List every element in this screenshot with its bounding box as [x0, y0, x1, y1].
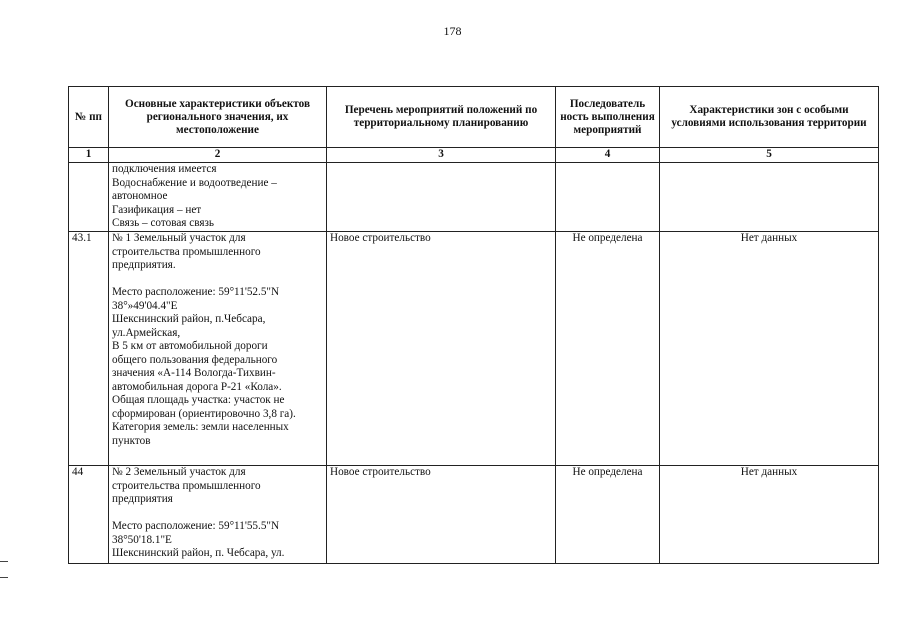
row-sequence: Не определена	[556, 466, 660, 564]
row-sequence: Не определена	[556, 232, 660, 466]
column-number: 2	[109, 148, 327, 163]
row-zones: Нет данных	[660, 232, 879, 466]
row-measures	[327, 163, 556, 232]
table-header-row	[69, 87, 879, 148]
table-row	[69, 163, 879, 232]
page-number: 178	[443, 24, 462, 38]
column-number: 1	[69, 148, 109, 163]
header-characteristics: Основные характеристики объектов регионального значения, их местоположение	[109, 87, 327, 148]
margin-mark	[0, 577, 8, 578]
row-num: 43.1	[69, 232, 109, 466]
row-characteristics: подключения имеется Водоснабжение и водоотведение – автономное Газификация – нет Связь – сотовая связь	[109, 163, 327, 232]
row-measures: Новое строительство	[327, 232, 556, 466]
row-sequence	[556, 163, 660, 232]
column-number: 4	[556, 148, 660, 163]
row-zones: Нет данных	[660, 466, 879, 564]
column-number: 3	[327, 148, 556, 163]
planning-table	[68, 86, 879, 564]
row-characteristics: № 2 Земельный участок для строительства промышленного предприятия Место расположение: 59°11'55.5"N 38°50'18.1"E Шекснинский район, п. Чебсара, ул.	[109, 466, 327, 564]
row-zones	[660, 163, 879, 232]
header-num: № пп	[69, 87, 109, 148]
header-zones: Характеристики зон с особыми условиями использования территории	[660, 87, 879, 148]
column-number: 5	[660, 148, 879, 163]
header-sequence: Последователь ность выполнения мероприятий	[556, 87, 660, 148]
row-measures: Новое строительство	[327, 466, 556, 564]
column-number-row	[69, 148, 879, 163]
margin-mark	[0, 561, 8, 562]
table-row	[69, 466, 879, 564]
header-measures: Перечень мероприятий положений по территориальному планированию	[327, 87, 556, 148]
row-characteristics: № 1 Земельный участок для строительства промышленного предприятия. Место расположение: 59°11'52.5"N 38°»49'04.4"E Шекснинский район, п.Чебсара, ул.Армейская, В 5 км от автомобильной дороги общего пользования федерального значения «А-114 Вологда-Тихвин- автомобильная дорога Р-21 «Кола». Общая площадь участка: участок не сформирован (ориентировочно 3,8 га). Категория земель: земли населенных пунктов	[109, 232, 327, 466]
table-row	[69, 232, 879, 466]
row-num: 44	[69, 466, 109, 564]
row-num	[69, 163, 109, 232]
